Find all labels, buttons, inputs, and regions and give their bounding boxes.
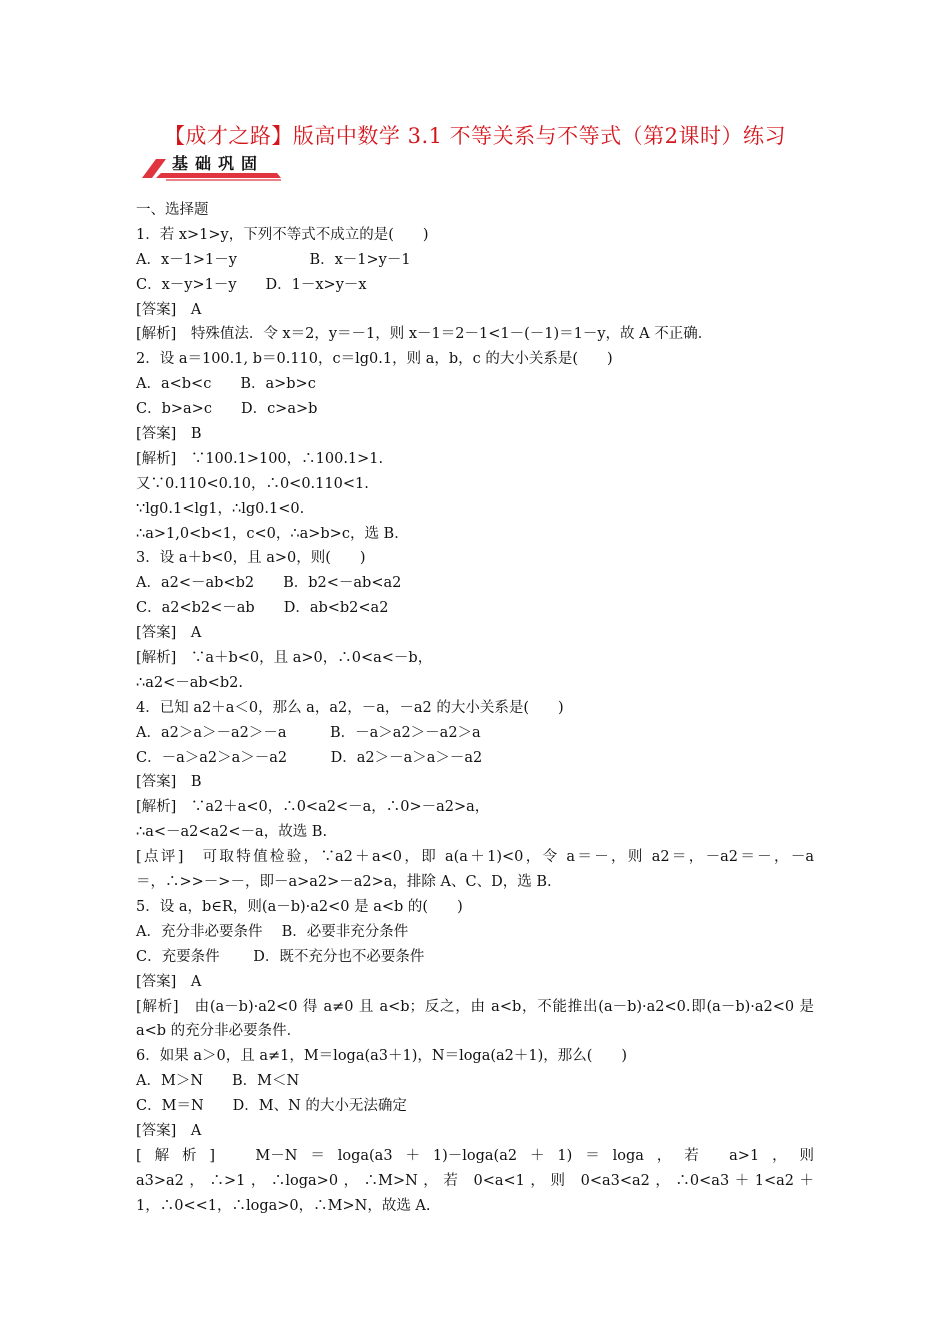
q6-analysis-line: 1，∴0<<1，∴loga>0，∴M>N，故选 A. xyxy=(136,1197,431,1214)
q3-options-cd: C．a2<b2<－ab D．ab<b2<a2 xyxy=(136,600,389,617)
q6-options-ab: A．M＞N B．M＜N xyxy=(136,1073,300,1090)
q2-analysis-line: ∵lg0.1<lg1，∴lg0.1<0. xyxy=(136,500,305,517)
q1-answer: [答案] A xyxy=(136,301,202,318)
question-6: 6．如果 a＞0，且 a≠1，M＝loga(a3＋1)，N＝loga(a2＋1)，那么( ) xyxy=(136,1048,628,1065)
q2-analysis-line: 又∵0.110<0.10，∴0<0.110<1. xyxy=(136,475,369,492)
q5-answer: [答案] A xyxy=(136,973,202,990)
q5-options-cd: C．充要条件 D．既不充分也不必要条件 xyxy=(136,948,425,965)
q4-comment: [点评] 可取特值检验，∵a2＋a<0，即 a(a＋1)<0，令 a＝－，则 a2＝，－a2＝－，－a xyxy=(136,849,814,866)
q2-options-cd: C．b>a>c D．c>a>b xyxy=(136,401,318,418)
q4-options-ab: A．a2＞a＞－a2＞－a B．－a＞a2＞－a2＞a xyxy=(136,724,481,741)
question-1: 1．若 x>1>y，下列不等式不成立的是( ) xyxy=(136,226,429,243)
q5-analysis: [解析] 由(a－b)·a2<0 得 a≠0 且 a<b；反之，由 a<b，不能推出(a－b)·a2<0.即(a－b)·a2<0 是 xyxy=(136,998,814,1015)
q4-analysis-line: ∴a<－a2<a2<－a，故选 B. xyxy=(136,824,328,841)
q6-analysis-line: a3>a2，∴>1，∴loga>0，∴M>N，若 0<a<1，则 0<a3<a2，∴0<a3＋1<a2＋ xyxy=(136,1172,814,1189)
q1-options-cd: C．x－y>1－y D．1－x>y－x xyxy=(136,276,367,293)
q5-analysis-line: a<b 的充分非必要条件． xyxy=(136,1023,302,1040)
q6-analysis: [解析] M－N＝loga(a3＋1)－loga(a2＋1)＝loga，若 a>1，则 xyxy=(136,1147,814,1164)
q4-answer: [答案] B xyxy=(136,774,202,791)
q5-options-ab: A．充分非必要条件 B．必要非充分条件 xyxy=(136,923,409,940)
page-title: 【成才之路】版高中数学 3.1 不等关系与不等式（第2课时）练习 xyxy=(163,124,787,148)
q3-analysis-line: ∴a2<－ab<b2. xyxy=(136,674,243,691)
q4-analysis: [解析] ∵a2＋a<0，∴0<a2<－a，∴0>－a2>a， xyxy=(136,799,490,816)
q2-analysis: [解析] ∵100.1>100，∴100.1>1. xyxy=(136,450,384,467)
q4-comment-line: ＝，∴>>－>－，即－a>a2>－a2>a，排除 A、C、D，选 B. xyxy=(136,874,552,891)
q1-analysis: [解析] 特殊值法．令 x＝2，y＝－1，则 x－1＝2－1<1－(－1)＝1－y，故 A 不正确． xyxy=(136,326,713,343)
q1-options-ab: A．x－1>1－y B．x－1>y－1 xyxy=(136,251,411,268)
section-banner xyxy=(136,151,281,181)
question-5: 5．设 a，b∈R，则(a－b)·a2<0 是 a<b 的( ) xyxy=(136,898,463,915)
q2-analysis-line: ∴a>1,0<b<1，c<0，∴a>b>c，选 B． xyxy=(136,525,409,542)
question-4: 4．已知 a2＋a＜0，那么 a，a2，－a，－a2 的大小关系是( ) xyxy=(136,699,564,716)
document-body xyxy=(136,198,814,1219)
q3-answer: [答案] A xyxy=(136,625,202,642)
q3-options-ab: A．a2<－ab<b2 B．b2<－ab<a2 xyxy=(136,575,402,592)
q2-options-ab: A．a<b<c B．a>b>c xyxy=(136,376,316,393)
question-2: 2．设 a＝100.1, b＝0.110，c＝lg0.1，则 a，b，c 的大小关系是( ) xyxy=(136,351,613,368)
q2-answer: [答案] B xyxy=(136,426,202,443)
q4-options-cd: C．－a＞a2＞a＞－a2 D．a2＞－a＞a＞－a2 xyxy=(136,749,483,766)
q6-options-cd: C．M＝N D．M、N 的大小无法确定 xyxy=(136,1098,407,1115)
question-3: 3．设 a＋b<0，且 a>0，则( ) xyxy=(136,550,366,567)
q3-analysis: [解析] ∵a＋b<0，且 a>0，∴0<a<－b， xyxy=(136,650,433,667)
section-banner-label: 基础巩固 xyxy=(172,154,265,173)
q6-answer: [答案] A xyxy=(136,1122,202,1139)
section-heading: 一、选择题 xyxy=(136,202,209,218)
